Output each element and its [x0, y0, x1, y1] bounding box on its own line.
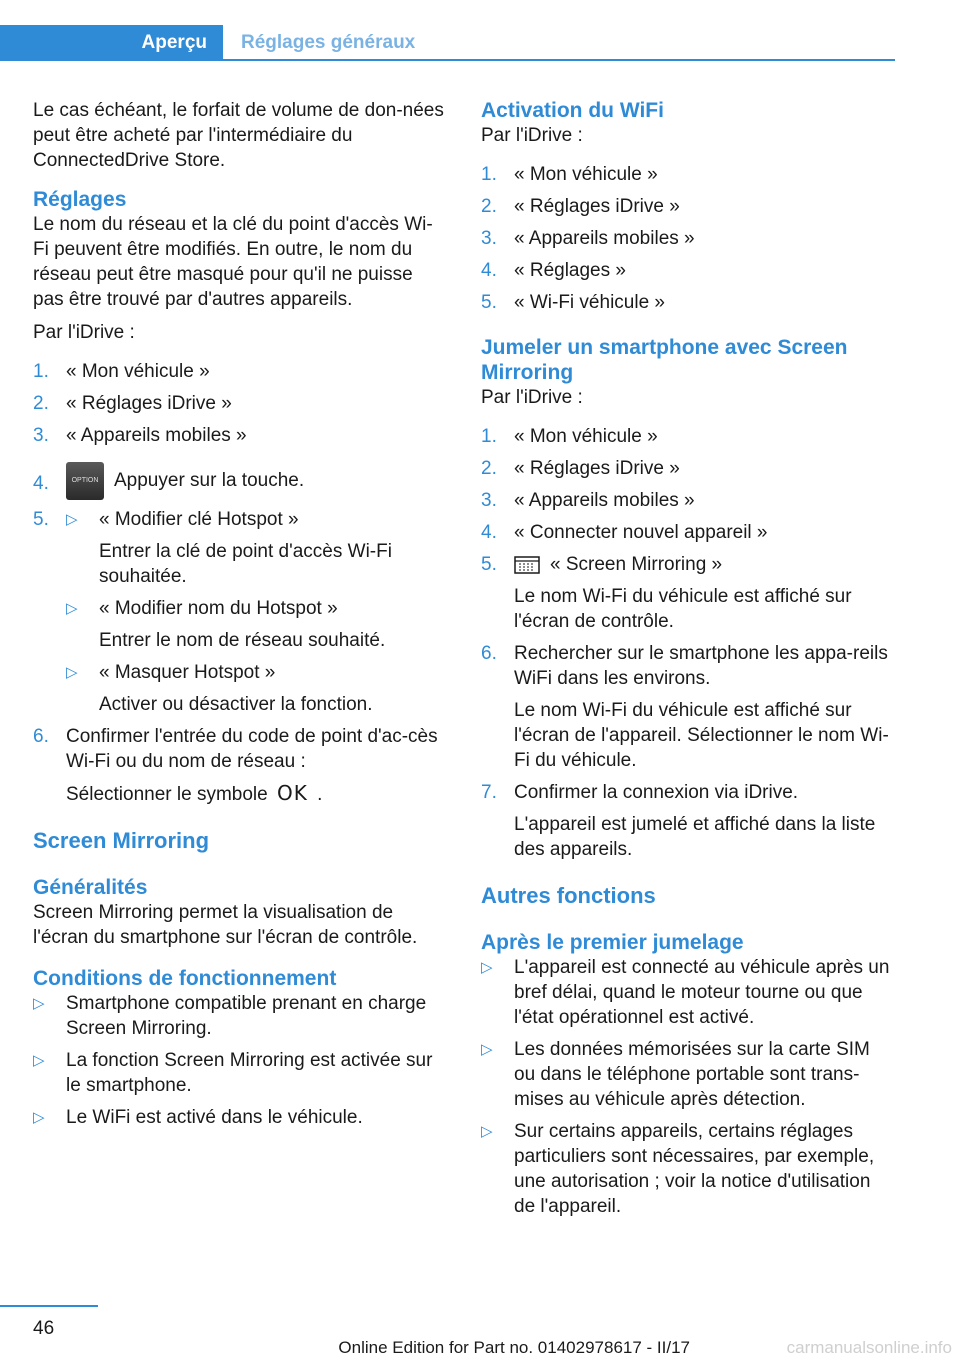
triangle-bullet-icon: ▷ [33, 995, 45, 1012]
heading-screen-mirroring: Screen Mirroring [33, 828, 210, 853]
step-3: 3. « Appareils mobiles » [33, 425, 247, 446]
triangle-bullet-icon: ▷ [66, 664, 78, 681]
par-idrive-label: Par l'iDrive : [33, 322, 135, 343]
heading-generalites: Généralités [33, 876, 148, 899]
apres-item-3: ▷ Sur certains appareils, certains réglages particuliers sont nécessaires, par exemple, une autorisation ; voir la notice d'utilisation de l'appareil. [481, 1121, 875, 1217]
footer-rule [0, 1305, 98, 1307]
heading-apres-jumelage: Après le premier jumelage [481, 931, 744, 954]
heading-jumeler: Jumeler un smartphone avec Screen Mirroring [481, 336, 848, 384]
heading-conditions: Conditions de fonctionnement [33, 967, 337, 990]
heading-autres-fonctions: Autres fonctions [481, 883, 656, 908]
wifi-step-5: 5. « Wi-Fi véhicule » [481, 292, 665, 313]
triangle-bullet-icon: ▷ [33, 1109, 45, 1126]
wifi-step-2: 2. « Réglages iDrive » [481, 196, 680, 217]
condition-3: ▷ Le WiFi est activé dans le véhicule. [33, 1107, 363, 1128]
pair-step-1: 1. « Mon véhicule » [481, 426, 658, 447]
step-5b: ▷ « Modifier nom du Hotspot » Entrer le nom de réseau souhaité. [66, 598, 386, 651]
triangle-bullet-icon: ▷ [66, 600, 78, 617]
triangle-bullet-icon: ▷ [481, 959, 493, 976]
intro-paragraph: Le cas échéant, le forfait de volume de don-nées peut être acheté par l'intermédiaire du ConnectedDrive Store. [33, 100, 444, 171]
pair-step-7: 7. Confirmer la connexion via iDrive. L'appareil est jumelé et affiché dans la liste des appareils. [481, 782, 876, 860]
apres-item-2: ▷ Les données mémorisées sur la carte SIM ou dans le téléphone portable sont trans-mises au véhicule après détection. [481, 1039, 870, 1110]
step-4: 4. OPTION Appuyer sur la touche. [33, 462, 448, 500]
step-5: 5. ▷ « Modifier clé Hotspot » Entrer la clé de point d'accès Wi-Fi souhaitée. ▷ « Modifier nom du Hotspot » Entrer le nom de réseau souhaité. ▷ « Masquer Hotspot » Activer ou désactiver la fonction. [33, 507, 448, 717]
step-2: 2. « Réglages iDrive » [33, 393, 232, 414]
ok-symbol-icon: OK [277, 781, 308, 805]
condition-1: ▷ Smartphone compatible prenant en charge Screen Mirroring. [33, 993, 427, 1039]
triangle-bullet-icon: ▷ [481, 1123, 493, 1140]
heading-activation-wifi: Activation du WiFi [481, 99, 664, 122]
reglages-paragraph: Le nom du réseau et la clé du point d'accès Wi-Fi peuvent être modifiés. En outre, le nom du réseau peut être masqué pour qu'il ne puisse pas être trouvé par d'autres appareils. [33, 214, 433, 310]
par-idrive-label-2: Par l'iDrive : [481, 387, 583, 408]
option-button-icon: OPTION [66, 462, 104, 500]
step-5c: ▷ « Masquer Hotspot » Activer ou désactiver la fonction. [66, 662, 373, 715]
par-idrive-label: Par l'iDrive : [481, 125, 583, 146]
triangle-bullet-icon: ▷ [481, 1041, 493, 1058]
triangle-bullet-icon: ▷ [66, 511, 78, 528]
page-number: 46 [33, 1318, 55, 1339]
condition-2: ▷ La fonction Screen Mirroring est activée sur le smartphone. [33, 1050, 433, 1096]
wifi-step-1: 1. « Mon véhicule » [481, 164, 658, 185]
heading-reglages: Réglages [33, 188, 127, 211]
pair-step-3: 3. « Appareils mobiles » [481, 490, 695, 511]
tab-reglages-generaux[interactable]: Réglages généraux [241, 32, 416, 53]
edition-text: Online Edition for Part no. 01402978617 - II/17 [338, 1338, 690, 1357]
pair-step-4: 4. « Connecter nouvel appareil » [481, 522, 768, 543]
screen-mirroring-icon [514, 556, 540, 574]
step-6: 6. Confirmer l'entrée du code de point d'ac-cès Wi-Fi ou du nom de réseau : Sélectionner le symbole OK . [33, 726, 438, 805]
pair-step-6: 6. Rechercher sur le smartphone les appa-reils WiFi dans les environs. Le nom Wi-Fi du véhicule est affiché sur l'écran de l'appareil. Sélectionner le nom Wi-Fi du véhicule. [481, 643, 889, 771]
tab-apercu[interactable]: Aperçu [0, 25, 223, 61]
step-1: 1. « Mon véhicule » [33, 361, 210, 382]
pair-step-2: 2. « Réglages iDrive » [481, 458, 680, 479]
step-5a: ▷ « Modifier clé Hotspot » Entrer la clé de point d'accès Wi-Fi souhaitée. [66, 509, 392, 587]
wifi-step-4: 4. « Réglages » [481, 260, 626, 281]
pair-step-5: 5. « Screen Mirroring » Le nom Wi-Fi du véhicule est affiché sur l'écran de contrôle. [481, 554, 852, 632]
header-rule [0, 59, 895, 61]
left-column [33, 98, 448, 1137]
triangle-bullet-icon: ▷ [33, 1052, 45, 1069]
apres-item-1: ▷ L'appareil est connecté au véhicule après un bref délai, quand le moteur tourne ou que l'état opérationnel est activé. [481, 957, 890, 1028]
right-column [481, 98, 896, 1226]
wifi-step-3: 3. « Appareils mobiles » [481, 228, 695, 249]
watermark-text: carmanualsonline.info [786, 1338, 952, 1357]
generalites-paragraph: Screen Mirroring permet la visualisation de l'écran du smartphone sur l'écran de contrôle. [33, 902, 418, 948]
